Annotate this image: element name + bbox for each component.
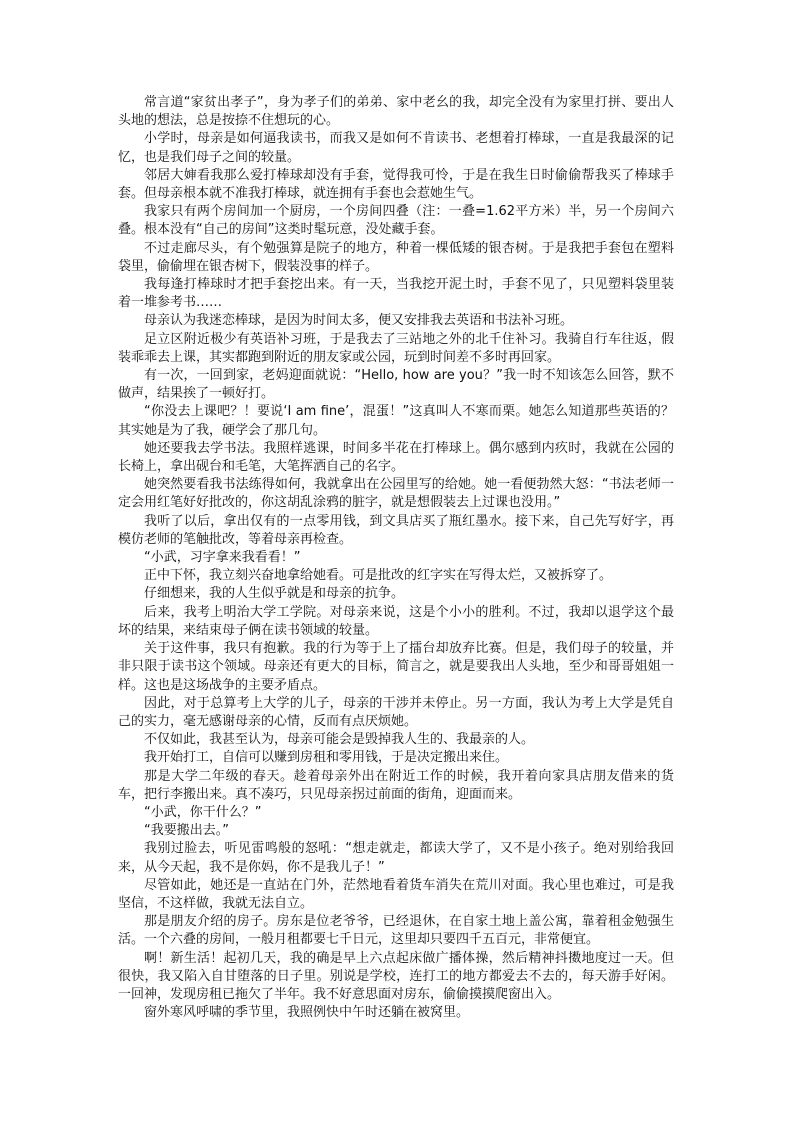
paragraph: 那是朋友介绍的房子。房东是位老爷爷，已经退休，在自家土地上盖公寓，靠着租金勉强生活。一个六叠的房间，一般月租都要七千日元，这里却只要四千五百元，非常便宜。: [118, 914, 674, 948]
paragraph: 常言道“家贫出孝子”，身为孝子们的弟弟、家中老幺的我，却完全没有为家里打拼、要出人头地的想法，总是按捺不住想玩的心。: [118, 95, 674, 129]
paragraph: 我开始打工，自信可以赚到房租和零用钱，于是决定搬出来住。: [144, 750, 509, 766]
paragraph: 我别过脸去，听见雷鸣般的怒吼：“想走就走，都读大学了，又不是小孩子。绝对别给我回来，从今天起，我不是你妈，你不是我儿子！”: [118, 841, 674, 875]
paragraph: 那是大学二年级的春天。趁着母亲外出在附近工作的时候，我开着向家具店朋友借来的货车，把行李搬出来。真不凑巧，只见母亲拐过前面的街角，迎面而来。: [118, 768, 674, 802]
paragraph: 窗外寒风呼啸的季节里，我照例快中午时还躺在被窝里。: [144, 1005, 470, 1021]
paragraph: 她突然要看我书法练得如何，我就拿出在公园里写的给她。她一看便勃然大怒：“书法老师一定会用红笔好好批改的，你这胡乱涂鸦的脏字，就是想假装去上过课也没用。”: [118, 477, 674, 511]
paragraph: 后来，我考上明治大学工学院。对母亲来说，这是个小小的胜利。不过，我却以退学这个最坏的结果，来结束母子俩在读书领域的较量。: [118, 604, 674, 638]
document-body: [118, 94, 674, 1022]
paragraph: 她还要我去学书法。我照样逃课，时间多半花在打棒球上。偶尔感到内疚时，我就在公园的长椅上，拿出砚台和毛笔，大笔挥洒自己的名字。: [118, 440, 674, 475]
paragraph: 正中下怀，我立刻兴奋地拿给她看。可是批改的红字实在写得太烂，又被拆穿了。: [144, 568, 613, 584]
paragraph: 小学时，母亲是如何逼我读书，而我又是如何不肯读书、老想着打棒球，一直是我最深的记忆，也是我们母子之间的较量。: [118, 131, 674, 165]
paragraph: “你没去上课吧？！要说‘I am fine’，混蛋！”这真叫人不寒而栗。她怎么知道那些英语的？其实她是为了我，硬学会了那几句。: [118, 404, 674, 438]
paragraph: 我家只有两个房间加一个厨房，一个房间四叠（注：一叠=1.62平方米）半，另一个房间六叠。根本没有“自己的房间”这类时髦玩意，没处藏手套。: [118, 204, 674, 238]
paragraph: 尽管如此，她还是一直站在门外，茫然地看着货车消失在荒川对面。我心里也难过，可是我坚信，不这样做，我就无法自立。: [118, 877, 674, 911]
paragraph: 有一次，一回到家，老妈迎面就说：“Hello, how are you？”我一时不知该怎么回答，默不做声，结果挨了一顿好打。: [118, 368, 674, 402]
paragraph: 我每逢打棒球时才把手套挖出来。有一天，当我挖开泥土时，手套不见了，只见塑料袋里装着一堆参考书……: [118, 277, 674, 311]
paragraph: 足立区附近极少有英语补习班，于是我去了三站地之外的北千住补习。我骑自行车往返，假装乖乖去上课，其实都跑到附近的朋友家或公园，玩到时间差不多时再回家。: [118, 331, 674, 365]
paragraph: 母亲认为我迷恋棒球，是因为时间太多，便又安排我去英语和书法补习班。: [144, 313, 574, 329]
paragraph: “我要搬出去。”: [144, 823, 229, 839]
paragraph: 不过走廊尽头，有个勉强算是院子的地方，种着一棵低矮的银杏树。于是我把手套包在塑料袋里，偷偷埋在银杏树下，假装没事的样子。: [118, 240, 674, 274]
paragraph: 啊！新生活！起初几天，我的确是早上六点起床做广播体操，然后精神抖擞地度过一天。但很快，我又陷入自甘堕落的日子里。别说是学校，连打工的地方都爱去不去的，每天游手好闲。一回神，发现房租已拖欠了半年。我不好意思面对房东，偷偷摸摸爬窗出入。: [118, 950, 674, 1002]
paragraph: 仔细想来，我的人生似乎就是和母亲的抗争。: [144, 586, 405, 602]
paragraph: 关于这件事，我只有抱歉。我的行为等于上了擂台却放弃比赛。但是，我们母子的较量，并非只限于读书这个领域。母亲还有更大的目标，简言之，就是要我出人头地，至少和哥哥姐姐一样。这也是这场战争的主要矛盾点。: [118, 641, 674, 693]
paragraph: 不仅如此，我甚至认为，母亲可能会是毁掉我人生的、我最亲的人。: [144, 732, 535, 748]
paragraph: “小武，习字拿来我看看！”: [144, 550, 301, 566]
paragraph: 因此，对于总算考上大学的儿子，母亲的干涉并未停止。另一方面，我认为考上大学是凭自己的实力，毫无感谢母亲的心情，反而有点厌烦她。: [118, 695, 674, 729]
paragraph: 邻居大婶看我那么爱打棒球却没有手套，觉得我可怜，于是在我生日时偷偷帮我买了棒球手套。但母亲根本就不准我打棒球，就连拥有手套也会惹她生气。: [118, 167, 674, 202]
paragraph: 我听了以后，拿出仅有的一点零用钱，到文具店买了瓶红墨水。接下来，自己先写好字，再模仿老师的笔触批改，等着母亲再检查。: [118, 513, 674, 547]
paragraph: “小武，你干什么？”: [144, 804, 262, 820]
